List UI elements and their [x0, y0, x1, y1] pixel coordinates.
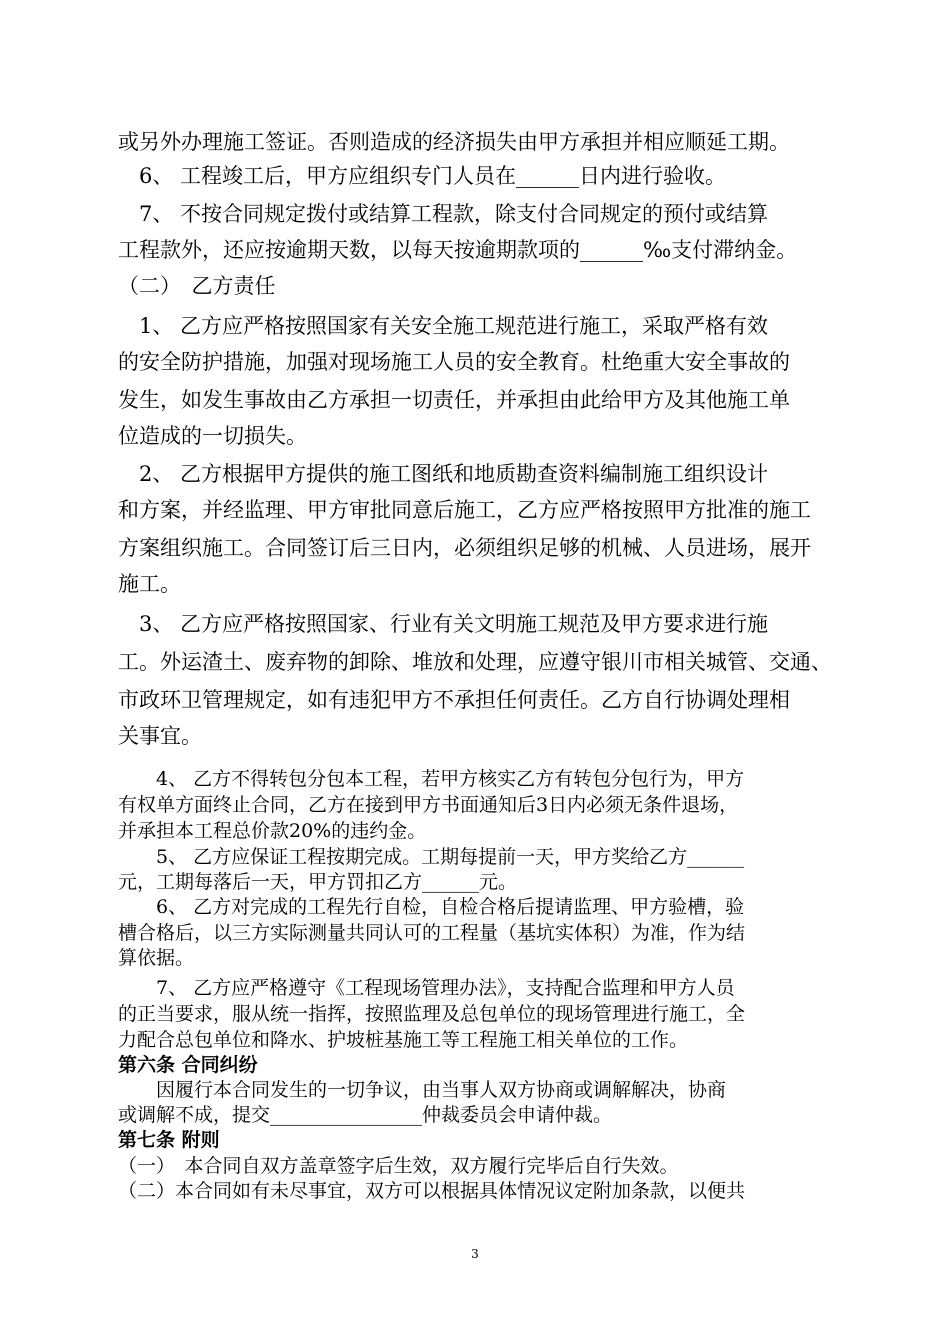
text-line: 7、 乙方应严格遵守《工程现场管理办法》，支持配合监理和甲方人员 — [118, 977, 735, 999]
text-line: 的正当要求，服从统一指挥，按照监理及总包单位的现场管理进行施工，全 — [118, 1003, 746, 1025]
text-line: 位造成的一切损失。 — [118, 424, 307, 448]
text-line: 市政环卫管理规定，如有违犯甲方不承担任何责任。乙方自行协调处理相 — [118, 688, 790, 712]
text-line: 的安全防护措施，加强对现场施工人员的安全教育。杜绝重大安全事故的 — [118, 350, 790, 374]
text-line: 7、 不按合同规定拨付或结算工程款，除支付合同规定的预付或结算 — [118, 202, 769, 226]
text-line: 和方案，并经监理、甲方审批同意后施工，乙方应严格按照甲方批准的施工 — [118, 498, 811, 522]
text-line: 有权单方面终止合同，乙方在接到甲方书面通知后3日内必须无条件退场， — [118, 794, 739, 816]
text-line: 4、 乙方不得转包分包本工程，若甲方核实乙方有转包分包行为，甲方 — [118, 768, 745, 790]
text-line: 施工。 — [118, 572, 181, 596]
article-heading: 第七条 附则 — [118, 1129, 220, 1151]
text-line: 关事宜。 — [118, 724, 202, 748]
text-line: 力配合总包单位和降水、护坡桩基施工等工程施工相关单位的工作。 — [118, 1029, 689, 1051]
text-line: 6、 工程竣工后，甲方应组织专门人员在______日内进行验收。 — [118, 164, 727, 188]
article-heading: 第六条 合同纠纷 — [118, 1054, 258, 1076]
text-line: （二）本合同如有未尽事宜，双方可以根据具体情况议定附加条款，以便共 — [118, 1180, 746, 1202]
page-number: 3 — [471, 1247, 479, 1261]
text-line: 工。外运渣土、废弃物的卸除、堆放和处理，应遵守银川市相关城管、交通、 — [118, 650, 832, 674]
text-line: 2、 乙方根据甲方提供的施工图纸和地质勘查资料编制施工组织设计 — [118, 462, 769, 486]
section-heading: （二） 乙方责任 — [118, 274, 276, 298]
text-line: 并承担本工程总价款20%的违约金。 — [118, 820, 427, 842]
text-line: 5、 乙方应保证工程按期完成。工期每提前一天，甲方奖给乙方______ — [118, 846, 745, 868]
text-line: 1、 乙方应严格按照国家有关安全施工规范进行施工，采取严格有效 — [118, 314, 769, 338]
text-line: 或调解不成，提交________________仲裁委员会申请仲裁。 — [118, 1104, 613, 1126]
text-line: 元，工期每落后一天，甲方罚扣乙方______元。 — [118, 871, 518, 893]
text-line: 因履行本合同发生的一切争议，由当事人双方协商或调解解决，协商 — [118, 1079, 727, 1101]
text-line: 6、 乙方对完成的工程先行自检，自检合格后提请监理、甲方验槽，验 — [118, 896, 745, 918]
text-line: 工程款外，还应按逾期天数，以每天按逾期款项的______‰支付滞纳金。 — [118, 238, 798, 262]
text-line: （一） 本合同自双方盖章签字后生效，双方履行完毕后自行失效。 — [118, 1155, 679, 1177]
text-line: 算依据。 — [118, 947, 195, 969]
text-line: 或另外办理施工签证。否则造成的经济损失由甲方承担并相应顺延工期。 — [118, 130, 790, 154]
text-line: 发生，如发生事故由乙方承担一切责任，并承担由此给甲方及其他施工单 — [118, 388, 790, 412]
text-line: 槽合格后，以三方实际测量共同认可的工程量（基坑实体积）为准，作为结 — [118, 922, 746, 944]
text-line: 方案组织施工。合同签订后三日内，必须组织足够的机械、人员进场，展开 — [118, 536, 811, 560]
text-line: 3、 乙方应严格按照国家、行业有关文明施工规范及甲方要求进行施 — [118, 612, 769, 636]
